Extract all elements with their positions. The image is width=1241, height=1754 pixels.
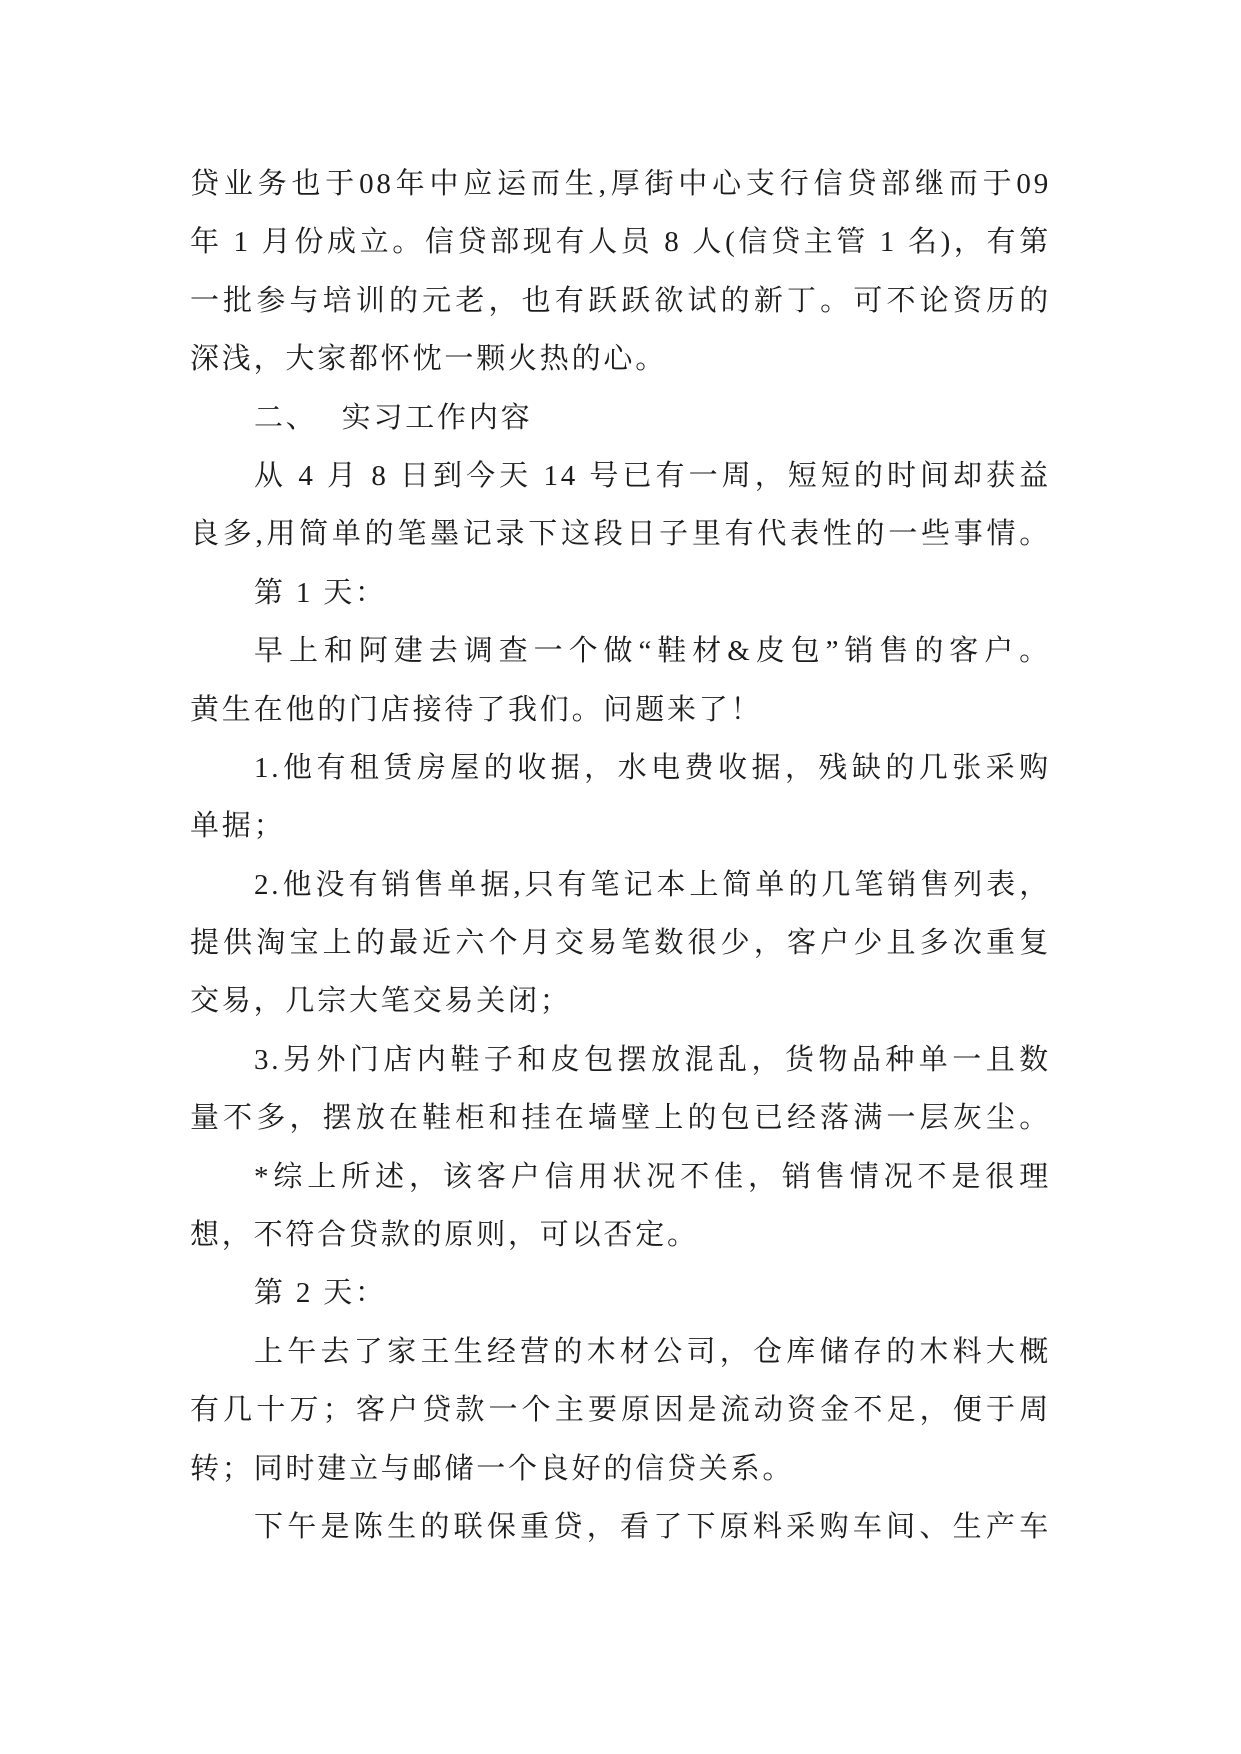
text-line: 量不多，摆放在鞋柜和挂在墙壁上的包已经落满一层灰尘。 [190, 1102, 1051, 1135]
text-line: 下午是陈生的联保重贷，看了下原料采购车间、生产车 [254, 1510, 1051, 1543]
text-line: 贷业务也于08年中应运而生,厚街中心支行信贷部继而于09 [190, 168, 1051, 200]
text-line: 1.他有租赁房屋的收据，水电费收据，残缺的几张采购 [254, 751, 1051, 784]
text-line: 上午去了家王生经营的木材公司，仓库储存的木料大概 [254, 1335, 1051, 1368]
text-line: 提供淘宝上的最近六个月交易笔数很少，客户少且多次重复 [190, 927, 1051, 960]
text-line: 交易，几宗大笔交易关闭； [190, 985, 572, 1018]
day-heading-text: 第 2 天： [254, 1277, 387, 1310]
text-line: 良多,用简单的笔墨记录下这段日子里有代表性的一些事情。 [190, 518, 1051, 551]
body-paragraph [190, 1498, 1051, 1556]
text-line: 想，不符合贷款的原则，可以否定。 [190, 1219, 699, 1252]
body-paragraph [190, 155, 1051, 389]
text-line: 2.他没有销售单据,只有笔记本上简单的几笔销售列表， [254, 868, 1051, 901]
section-heading [190, 389, 1051, 447]
document-body [190, 155, 1051, 1556]
text-line: 3.另外门店内鞋子和皮包摆放混乱，货物品种单一且数 [254, 1043, 1051, 1076]
summary-paragraph [190, 1148, 1051, 1265]
list-item [190, 739, 1051, 856]
text-line: 从 4 月 8 日到今天 14 号已有一周，短短的时间却获益 [254, 459, 1051, 492]
list-item [190, 856, 1051, 1031]
day-heading-text: 第 1 天： [254, 576, 387, 609]
section-heading-text: 二、 实习工作内容 [254, 401, 533, 434]
text-line: 黄生在他的门店接待了我们。问题来了！ [190, 693, 763, 726]
body-paragraph [190, 447, 1051, 564]
body-paragraph [190, 1323, 1051, 1498]
text-line: 转；同时建立与邮储一个良好的信贷关系。 [190, 1452, 795, 1485]
text-line: *综上所述，该客户信用状况不佳，销售情况不是很理 [254, 1160, 1051, 1193]
text-line: 年 1 月份成立。信贷部现有人员 8 人(信贷主管 1 名)，有第 [190, 226, 1051, 259]
day-heading [190, 1264, 1051, 1322]
text-line: 早上和阿建去调查一个做“鞋材&皮包”销售的客户。 [254, 635, 1051, 668]
text-line: 有几十万；客户贷款一个主要原因是流动资金不足，便于周 [190, 1394, 1051, 1427]
day-heading [190, 564, 1051, 622]
body-paragraph [190, 622, 1051, 739]
text-line: 单据； [190, 810, 286, 843]
text-line: 一批参与培训的元老，也有跃跃欲试的新丁。可不论资历的 [190, 284, 1051, 317]
text-line: 深浅，大家都怀忱一颗火热的心。 [190, 343, 668, 376]
list-item [190, 1031, 1051, 1148]
